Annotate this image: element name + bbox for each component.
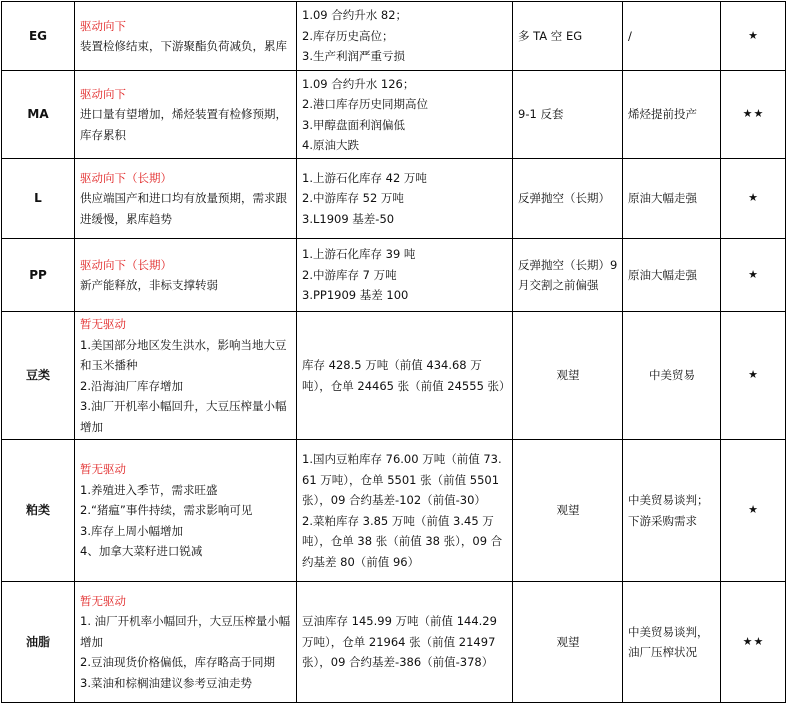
- fundamental-item: 3.甲醇盘面利润偏低: [302, 117, 405, 132]
- strategy-cell: 观望: [513, 582, 623, 703]
- risk-cell: /: [623, 2, 721, 71]
- drive-cell: [75, 71, 297, 159]
- drive-cell: [75, 239, 297, 312]
- table-row: [2, 440, 786, 582]
- table-row: [2, 582, 786, 703]
- drive-detail: 1.养殖进入季节，需求旺盛: [80, 482, 218, 497]
- drive-detail: 3.油厂开机率小幅回升，大豆压榨量小幅增加: [80, 399, 287, 434]
- product-name: 油脂: [2, 582, 75, 703]
- strategy-cell: 观望: [513, 312, 623, 440]
- drive-detail: 供应端国产和进口均有放量预期，需求跟进缓慢，累库趋势: [80, 191, 287, 226]
- fundamental-item: 2.中游库存 52 万吨: [302, 191, 404, 206]
- fundamentals-cell: [297, 2, 513, 71]
- drive-label: 驱动向下（长期）: [80, 170, 172, 185]
- product-name: 粕类: [2, 440, 75, 582]
- fundamentals-cell: [297, 159, 513, 239]
- fundamentals-cell: [297, 239, 513, 312]
- strategy-cell: 9-1 反套: [513, 71, 623, 159]
- fundamental-item: 1.上游石化库存 42 万吨: [302, 170, 427, 185]
- product-name: PP: [2, 239, 75, 312]
- table-row: [2, 159, 786, 239]
- rating-stars: ★: [721, 440, 786, 582]
- fundamental-item: 2.港口库存历史同期高位: [302, 97, 428, 111]
- table-row: [2, 71, 786, 159]
- rating-stars: ★: [721, 159, 786, 239]
- strategy-cell: 观望: [513, 440, 623, 582]
- drive-cell: [75, 2, 297, 71]
- fundamental-item: 1.09 合约升水 126；: [302, 76, 415, 91]
- drive-cell: [75, 312, 297, 440]
- drive-detail: 4、加拿大菜籽进口锐减: [80, 544, 203, 559]
- strategy-table: [1, 1, 786, 703]
- risk-cell: 原油大幅走强: [623, 239, 721, 312]
- fundamental-item: 2.中游库存 7 万吨: [302, 267, 397, 282]
- drive-detail: 3.菜油和棕榈油建议参考豆油走势: [80, 675, 252, 690]
- drive-label: 暂无驱动: [80, 462, 126, 477]
- fundamentals-cell: [297, 312, 513, 440]
- table-row: [2, 312, 786, 440]
- risk-cell: 中美贸易谈判，油厂压榨状况: [623, 582, 721, 703]
- drive-label: 暂无驱动: [80, 593, 126, 608]
- risk-cell: 中美贸易: [623, 312, 721, 440]
- table-row: [2, 2, 786, 71]
- strategy-cell: 反弹抛空（长期）9 月交割之前偏强: [513, 239, 623, 312]
- fundamental-item: 3.生产利润严重亏损: [302, 49, 405, 64]
- table-row: [2, 239, 786, 312]
- drive-detail: 2.豆油现货价格偏低，库存略高于同期: [80, 655, 275, 670]
- fundamental-item: 3.L1909 基差-50: [302, 211, 395, 226]
- fundamental-item: 3.PP1909 基差 100: [302, 288, 409, 303]
- drive-detail: 进口量有望增加，烯烃装置有检修预期，库存累积: [80, 107, 287, 142]
- fundamental-item: 1.09 合约升水 82；: [302, 8, 408, 23]
- drive-label: 暂无驱动: [80, 317, 126, 331]
- product-name: L: [2, 159, 75, 239]
- product-name: MA: [2, 71, 75, 159]
- fundamental-item: 4.原油大跌: [302, 138, 359, 152]
- drive-detail: 1.美国部分地区发生洪水，影响当地大豆和玉米播种: [80, 337, 287, 372]
- drive-cell: [75, 159, 297, 239]
- rating-stars: ★★: [721, 582, 786, 703]
- rating-stars: ★: [721, 239, 786, 312]
- fundamental-item: 1.国内豆粕库存 76.00 万吨（前值 73.61 万吨），仓单 5501 张（前值 5501 张），09 合约基差-102（前值-30）: [302, 452, 502, 507]
- fundamental-item: 豆油库存 145.99 万吨（前值 144.29 万吨），仓单 21964 张（前值 21497 张），09 合约基差-386（前值-378）: [302, 614, 497, 670]
- drive-label: 驱动向下: [80, 18, 126, 33]
- drive-label: 驱动向下（长期）: [80, 257, 172, 272]
- risk-cell: 烯烃提前投产: [623, 71, 721, 159]
- risk-cell: 原油大幅走强: [623, 159, 721, 239]
- drive-detail: 新产能释放，非标支撑转弱: [80, 278, 218, 292]
- fundamental-item: 2.菜粕库存 3.85 万吨（前值 3.45 万吨），仓单 38 张（前值 38 张），09 合约基差 80（前值 96）: [302, 513, 503, 569]
- product-name: EG: [2, 2, 75, 71]
- rating-stars: ★★: [721, 71, 786, 159]
- fundamentals-cell: [297, 71, 513, 159]
- product-name: 豆类: [2, 312, 75, 440]
- fundamentals-cell: [297, 440, 513, 582]
- rating-stars: ★: [721, 312, 786, 440]
- risk-cell: 中美贸易谈判；下游采购需求: [623, 440, 721, 582]
- drive-detail: 2.“猪瘟”事件持续，需求影响可见: [80, 503, 253, 518]
- fundamental-item: 2.库存历史高位；: [302, 28, 394, 43]
- drive-detail: 2.沿海油厂库存增加: [80, 378, 183, 393]
- fundamental-item: 1.上游石化库存 39 吨: [302, 247, 416, 262]
- drive-cell: [75, 440, 297, 582]
- rating-stars: ★: [721, 2, 786, 71]
- fundamental-item: 库存 428.5 万吨（前值 434.68 万吨），仓单 24465 张（前值 24555 张）: [302, 358, 511, 393]
- drive-label: 驱动向下: [80, 86, 126, 101]
- fundamentals-cell: [297, 582, 513, 703]
- drive-detail: 3.库存上周小幅增加: [80, 523, 183, 538]
- strategy-cell: 多 TA 空 EG: [513, 2, 623, 71]
- drive-cell: [75, 582, 297, 703]
- strategy-cell: 反弹抛空（长期）: [513, 159, 623, 239]
- drive-detail: 装置检修结束，下游聚酯负荷减负，累库: [80, 39, 287, 53]
- drive-detail: 1. 油厂开机率小幅回升，大豆压榨量小幅增加: [80, 614, 291, 649]
